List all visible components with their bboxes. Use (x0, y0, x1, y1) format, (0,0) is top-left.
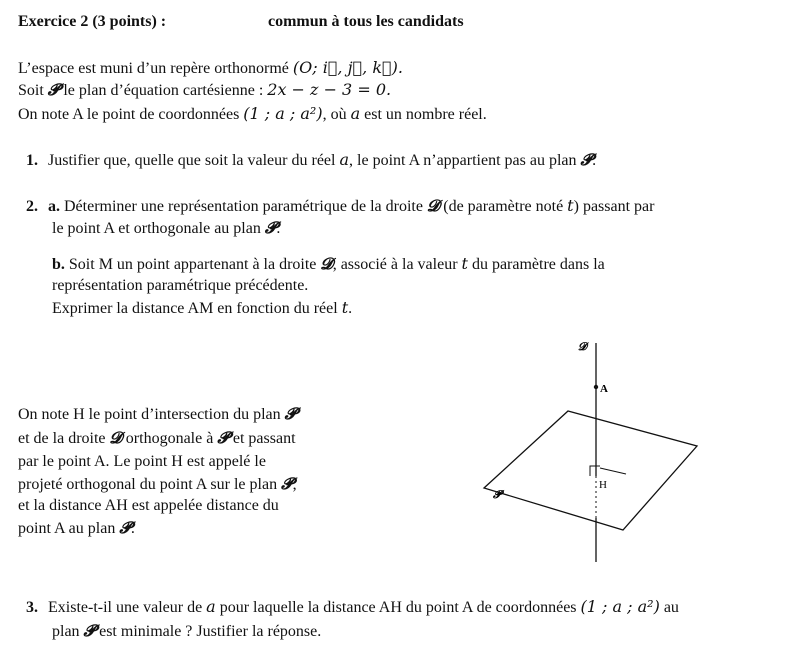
note-text: projeté orthogonal du point A sur le plan (18, 476, 282, 493)
question-text: ) passant par (573, 198, 655, 215)
parameter-t: t (461, 254, 468, 273)
intro-text: L’espace est muni d’un repère orthonormé (18, 60, 293, 77)
plane-symbol: 𝓟 (281, 474, 293, 493)
question-text: Existe-t-il une valeur de (48, 599, 207, 616)
note-text: , (292, 476, 297, 493)
frame-notation: (O; i⃗, j⃗, k⃗). (292, 58, 403, 77)
note-text: point A au plan (18, 520, 120, 537)
question-number: 3. (26, 599, 38, 616)
line-d-label: 𝓓 (578, 341, 587, 353)
question-text: au (659, 599, 679, 616)
point-h-label: H (599, 479, 607, 491)
question-text: Exprimer la distance AM en fonction du réel (52, 300, 342, 317)
plane-symbol: 𝓟 (264, 218, 277, 237)
plane-direction-segment (600, 468, 626, 474)
variable-a: a (206, 597, 216, 616)
subquestion-label: b. (52, 256, 65, 273)
line-symbol: 𝓓 (426, 196, 440, 215)
subquestion-label: a. (48, 198, 60, 215)
question-text: est minimale ? Justifier la réponse. (95, 623, 322, 640)
question-text: pour laquelle la distance AH du point A de coordonnées (215, 599, 581, 616)
intro-text: est un nombre réel. (360, 106, 487, 123)
question-3-line-1 (26, 597, 679, 618)
note-text: et passant (228, 430, 296, 447)
intro-text: On note A le point de coordonnées (18, 106, 244, 123)
note-text: orthogonale à (121, 430, 218, 447)
question-number: 1. (26, 152, 38, 169)
note-text: et de la droite (18, 430, 110, 447)
question-text: du paramètre dans la (467, 256, 605, 273)
intro-text: Soit (18, 82, 48, 99)
line-symbol: 𝓓 (320, 254, 333, 273)
point-coordinates: (1 ; a ; a²) (580, 597, 660, 616)
plane-symbol: 𝓟 (83, 621, 96, 640)
question-text: le point A et orthogonale au plan (52, 220, 265, 237)
plane-equation: 2x − z − 3 = 0. (267, 80, 392, 99)
plane-symbol: 𝓟 (119, 518, 131, 537)
question-text: . (276, 220, 281, 237)
question-number: 2. (26, 198, 38, 215)
intro-text: , où (322, 106, 351, 123)
question-text: Déterminer une représentation paramétrique de la droite (64, 198, 427, 215)
note-text: . (130, 520, 135, 537)
note-line-5: et la distance AH est appelée distance du (18, 497, 279, 514)
question-text: Soit M un point appartenant à la droite (68, 256, 321, 273)
question-3-line-2 (52, 621, 321, 642)
exercise-audience: commun à tous les candidats (268, 13, 464, 30)
note-text: On note H le point d’intersection du plan (18, 406, 285, 423)
parameter-t: t (341, 298, 349, 317)
right-angle-marker (590, 466, 600, 476)
plane-symbol: 𝓟 (47, 80, 60, 99)
question-text: . (592, 152, 597, 169)
exercise-title: Exercice 2 (3 points) : (18, 13, 167, 30)
plane-symbol: 𝓟 (217, 428, 229, 447)
plane-symbol: 𝓟 (580, 150, 593, 169)
question-2b-line-2: représentation paramétrique précédente. (52, 277, 309, 294)
plane-symbol: 𝓟 (284, 404, 297, 423)
question-text: plan (52, 623, 84, 640)
point-coordinates: (1 ; a ; a²) (243, 104, 323, 123)
question-text: Justifier que, quelle que soit la valeur du réel (48, 152, 340, 169)
point-a-label: A (600, 383, 608, 395)
question-text: , le point A n’appartient pas au plan (349, 152, 581, 169)
variable-a: a (350, 104, 361, 123)
intro-text: le plan d’équation cartésienne : (59, 82, 268, 99)
line-symbol: 𝓓 (109, 428, 122, 447)
variable-a: a (339, 150, 350, 169)
question-text: (de paramètre noté (439, 198, 568, 215)
question-text: , associé à la valeur (332, 256, 462, 273)
point-a-marker (594, 385, 598, 389)
question-text: . (348, 300, 353, 317)
note-line-3: par le point A. Le point H est appelé le (18, 453, 266, 470)
parameter-t: t (567, 196, 574, 215)
plane-label: 𝓟 (493, 489, 501, 501)
